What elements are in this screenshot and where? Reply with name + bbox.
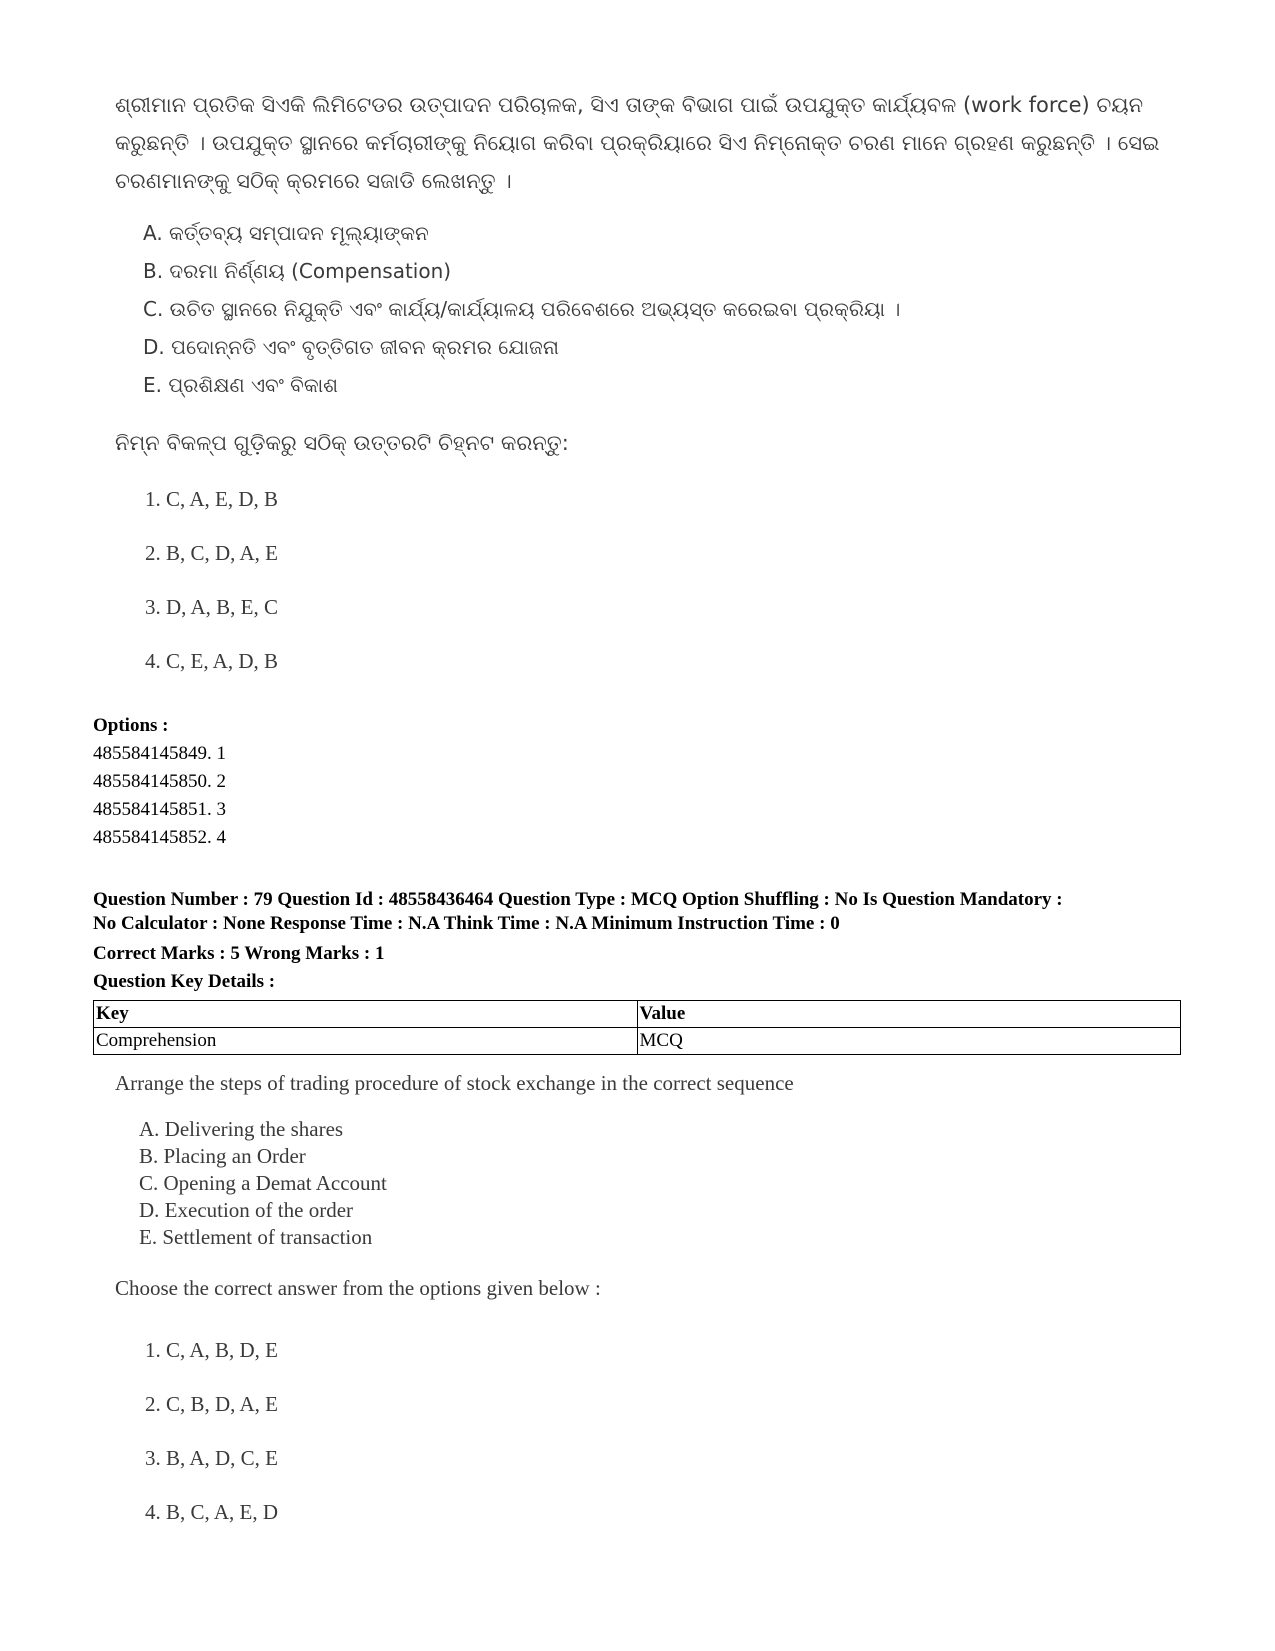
question-meta-line-1: Question Number : 79 Question Id : 48558436464 Question Type : MCQ Option Shuffling : No Is Question Mandatory : (93, 889, 1063, 910)
english-statement-list (115, 1116, 1115, 1251)
question-meta-line-2: No Calculator : None Response Time : N.A Think Time : N.A Minimum Instruction Time : 0 (93, 913, 840, 934)
english-answer-option-2: 2. C, B, D, A, E (145, 1392, 279, 1416)
odia-statement-list (115, 214, 1165, 404)
option-id-4: 485584145852. 4 (93, 827, 226, 848)
english-statement-c: C. Opening a Demat Account (139, 1171, 387, 1195)
english-choose-text: Choose the correct answer from the options given below : (115, 1276, 601, 1300)
key-cell: Comprehension (94, 1028, 638, 1055)
english-statement-b: B. Placing an Order (139, 1144, 306, 1168)
option-id-1: 485584145849. 1 (93, 743, 226, 764)
english-statement-a: A. Delivering the shares (139, 1117, 344, 1141)
key-table (93, 1000, 1181, 1055)
odia-answer-option-4: 4. C, E, A, D, B (145, 649, 279, 673)
english-statement-e: E. Settlement of transaction (139, 1225, 373, 1249)
option-id-2: 485584145850. 2 (93, 771, 226, 792)
odia-question-stem: ଶ୍ରୀମାନ ପ୍ରତିକ ସିଏକି ଲିମିଟେଡର ଉତ୍ପାଦନ ପରିଚାଳକ, ସିଏ ତାଙ୍କ ବିଭାଗ ପାଇଁ ଉପଯୁକ୍ତ କାର୍ଯ୍ୟବଳ (work force) ଚୟନ କରୁଛନ୍ତି । ଉପଯୁକ୍ତ ସ୍ଥାନରେ କର୍ମଚାରୀଙ୍କୁ ନିୟୋଗ କରିବା ପ୍ରକ୍ରିୟାରେ ସିଏ ନିମ୍ନୋକ୍ତ ଚରଣ ମାନେ ଗ୍ରହଣ କରୁଛନ୍ତି । ସେଇ ଚରଣମାନଙ୍କୁ ସଠିକ୍ କ୍ରମରେ ସଜାଡି ଲେଖନ୍ତୁ । (115, 93, 1160, 193)
english-answer-options (145, 1323, 1115, 1539)
question-meta (93, 888, 1183, 936)
odia-choose-text: ନିମ୍ନ ବିକଳ୍ପ ଗୁଡ଼ିକରୁ ସଠିକ୍ ଉତ୍ତରଟି ଚିହ୍ନଟ କରନ୍ତୁ: (115, 431, 569, 455)
english-answer-option-1: 1. C, A, B, D, E (145, 1338, 279, 1362)
odia-statement-a: A. କର୍ତ୍ତବ୍ୟ ସମ୍ପାଦନ ମୂଲ୍ୟାଙ୍କନ (143, 221, 429, 245)
odia-statement-d: D. ପଦୋନ୍ନତି ଏବଂ ବୃତ୍ତିଗତ ଜୀବନ କ୍ରମର ଯୋଜନା (143, 335, 559, 359)
value-cell: MCQ (637, 1028, 1181, 1055)
odia-statement-b: B. ଦରମା ନିର୍ଣ୍ଣୟ (Compensation) (143, 259, 452, 283)
marks-line: Correct Marks : 5 Wrong Marks : 1 (93, 943, 385, 964)
odia-question-block (115, 86, 1165, 688)
odia-statement-e: E. ପ୍ରଶିକ୍ଷଣ ଏବଂ ବିକାଶ (143, 373, 339, 397)
options-id-list (93, 740, 226, 852)
options-label: Options : (93, 715, 169, 736)
key-header: Key (94, 1001, 638, 1028)
key-table-row (94, 1028, 1181, 1055)
odia-statement-c: C. ଉଚିତ ସ୍ଥାନରେ ନିଯୁକ୍ତି ଏବଂ କାର୍ଯ୍ୟ/କାର୍ଯ୍ୟାଳୟ ପରିବେଶରେ ଅଭ୍ୟସ୍ତ କରେଇବା ପ୍ରକ୍ରିୟା । (143, 297, 901, 321)
english-answer-option-4: 4. B, C, A, E, D (145, 1500, 279, 1524)
value-header: Value (637, 1001, 1181, 1028)
odia-answer-options (145, 472, 1165, 688)
english-question-stem: Arrange the steps of trading procedure of stock exchange in the correct sequence (115, 1071, 794, 1095)
odia-answer-option-3: 3. D, A, B, E, C (145, 595, 279, 619)
key-details-label: Question Key Details : (93, 971, 276, 992)
english-question-block (115, 1068, 1115, 1539)
odia-answer-option-2: 2. B, C, D, A, E (145, 541, 279, 565)
english-answer-option-3: 3. B, A, D, C, E (145, 1446, 279, 1470)
english-statement-d: D. Execution of the order (139, 1198, 354, 1222)
option-id-3: 485584145851. 3 (93, 799, 226, 820)
key-table-header-row (94, 1001, 1181, 1028)
odia-answer-option-1: 1. C, A, E, D, B (145, 487, 279, 511)
